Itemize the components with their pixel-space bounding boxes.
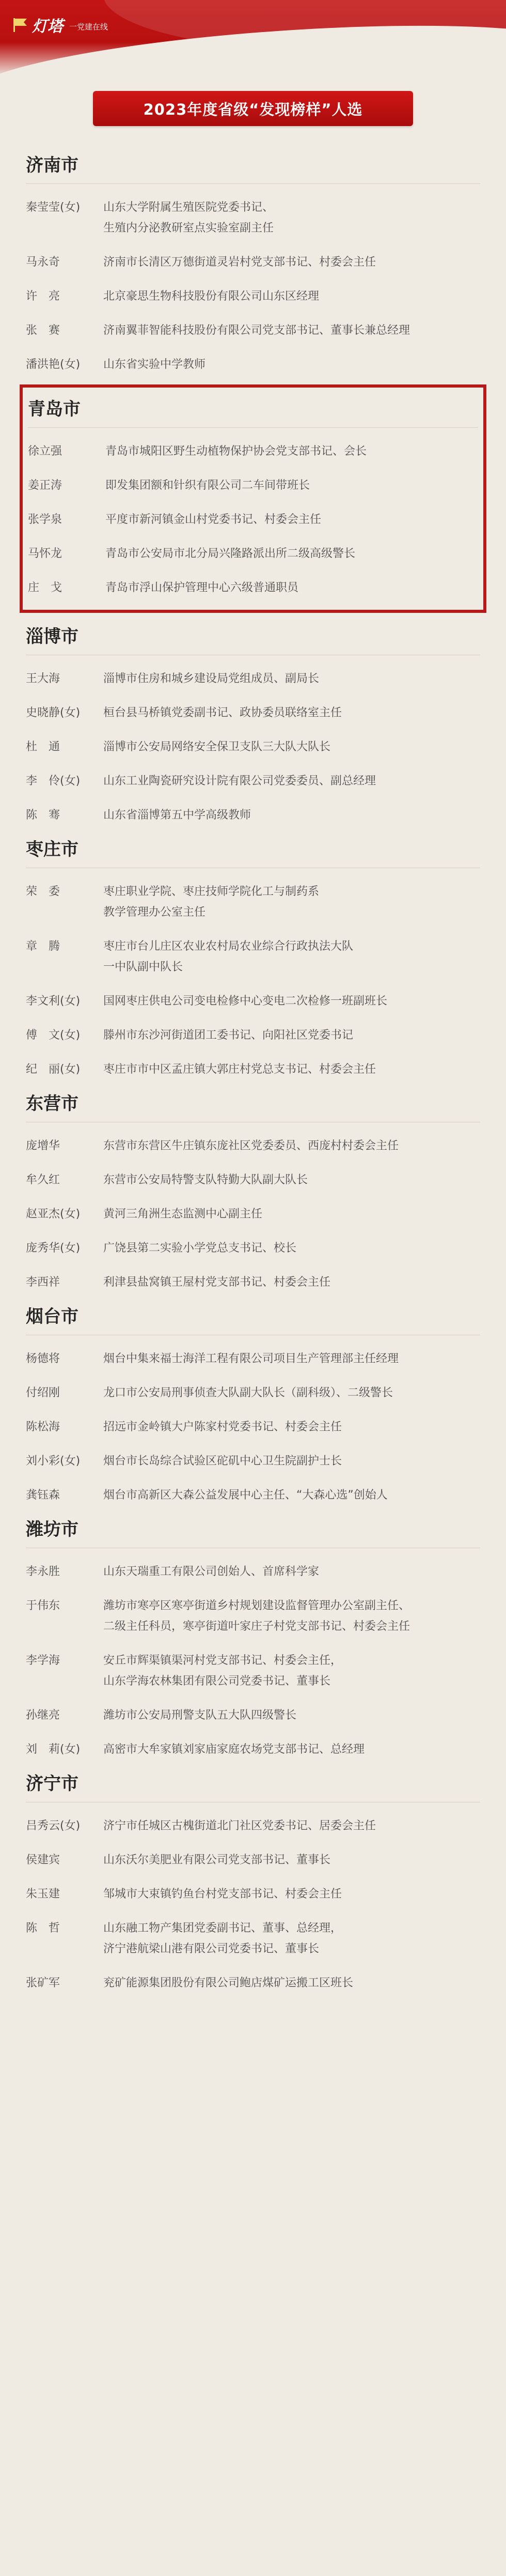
- city-section: [20, 384, 486, 613]
- candidate-name: 陈 骞: [26, 809, 60, 822]
- candidate-row: [26, 1705, 480, 1726]
- candidate-name: 庞秀华(女): [26, 1242, 81, 1255]
- candidate-row: [26, 1973, 480, 1994]
- candidate-row: [26, 197, 480, 239]
- candidate-name: 秦莹莹(女): [26, 201, 81, 214]
- candidate-row: [26, 1596, 480, 1637]
- city-title: 东营市: [26, 1089, 480, 1122]
- candidate-description: 东营市公安局特警支队特勤大队副大队长: [103, 1174, 308, 1186]
- candidate-name: 章 腾: [26, 940, 60, 953]
- candidate-name: 李西祥: [26, 1276, 60, 1289]
- candidate-description: 山东工业陶瓷研究设计院有限公司党委委员、副总经理: [103, 775, 376, 788]
- candidate-description: 淄博市住房和城乡建设局党组成员、副局长: [103, 672, 320, 685]
- logo-name: 灯塔: [32, 18, 63, 36]
- candidate-name: 马永奇: [26, 256, 60, 269]
- candidate-row: [26, 320, 480, 341]
- candidate-row: [26, 286, 480, 307]
- candidate-name: 荣 委: [26, 885, 60, 898]
- candidate-row: [26, 1417, 480, 1438]
- city-title: 枣庄市: [26, 835, 480, 868]
- logo-tagline: 一党建在线: [69, 22, 108, 32]
- city-title: 潍坊市: [26, 1515, 480, 1548]
- candidate-row: [26, 936, 480, 978]
- candidate-row: [28, 441, 478, 462]
- candidate-description: 山东沃尔美肥业有限公司党支部书记、董事长: [103, 1854, 331, 1867]
- candidate-row: [26, 1562, 480, 1582]
- candidate-description: 山东省实验中学教师: [103, 358, 206, 371]
- candidate-name: 杨德将: [26, 1352, 60, 1365]
- candidate-name: 李永胜: [26, 1565, 60, 1578]
- candidate-description: 龙口市公安局刑事侦查大队副大队长（副科级）、二级警长: [103, 1386, 393, 1399]
- candidate-description: 济南市长清区万德街道灵岩村党支部书记、村委会主任: [103, 256, 376, 269]
- candidate-name: 潘洪艳(女): [26, 358, 81, 371]
- city-section: [26, 1302, 480, 1506]
- candidate-row: [26, 737, 480, 758]
- candidate-name: 张 赛: [26, 324, 60, 337]
- candidate-name: 吕秀云(女): [26, 1819, 81, 1832]
- candidate-row: [26, 1136, 480, 1156]
- candidate-name: 杜 通: [26, 741, 60, 753]
- candidate-name: 李学海: [26, 1654, 60, 1667]
- candidate-name: 龚钰森: [26, 1489, 60, 1502]
- candidate-description: 济宁市任城区古槐街道北门社区党委书记、居委会主任: [103, 1819, 376, 1832]
- candidate-row: [26, 991, 480, 1012]
- candidate-name: 徐立强: [28, 445, 62, 458]
- candidate-row: [26, 1170, 480, 1191]
- candidate-name: 庄 戈: [28, 581, 62, 594]
- candidate-row: [26, 669, 480, 689]
- candidate-row: [26, 805, 480, 826]
- candidate-description: 平度市新河镇金山村党委书记、村委会主任: [105, 513, 322, 526]
- candidate-description: 枣庄市市中区孟庄镇大郭庄村党总支书记、村委会主任: [103, 1063, 376, 1076]
- candidate-row: [26, 1850, 480, 1871]
- candidate-description: 安丘市辉渠镇渠河村党支部书记、村委会主任， 山东学海农林集团有限公司党委书记、董事长: [103, 1654, 342, 1688]
- page-title: 2023年度省级“发现榜样”人选: [93, 91, 413, 126]
- candidate-name: 纪 丽(女): [26, 1063, 81, 1076]
- candidate-description: 邹城市大束镇钓鱼台村党支部书记、村委会主任: [103, 1888, 342, 1901]
- candidate-row: [26, 1884, 480, 1905]
- flag-icon: [11, 17, 29, 33]
- city-title: 烟台市: [26, 1302, 480, 1335]
- candidate-row: [28, 544, 478, 564]
- candidate-description: 兖矿能源集团股份有限公司鲍店煤矿运搬工区班长: [103, 1977, 354, 1989]
- candidate-row: [26, 1816, 480, 1837]
- city-title: 淄博市: [26, 622, 480, 655]
- candidate-name: 孙继亮: [26, 1709, 60, 1722]
- candidate-name: 傅 文(女): [26, 1029, 81, 1042]
- candidate-name: 陈 哲: [26, 1922, 60, 1935]
- candidate-row: [26, 1204, 480, 1225]
- candidate-row: [26, 1739, 480, 1760]
- candidate-description: 山东省淄博第五中学高级教师: [103, 809, 251, 822]
- candidate-description: 烟台中集来福士海洋工程有限公司项目生产管理部主任经理: [103, 1352, 399, 1365]
- candidate-description: 烟台市高新区大森公益发展中心主任、“大森心选”创始人: [103, 1489, 388, 1502]
- city-section: [26, 1769, 480, 1994]
- candidate-row: [26, 703, 480, 723]
- candidate-name: 付绍刚: [26, 1386, 60, 1399]
- candidate-row: [26, 1485, 480, 1506]
- candidate-description: 淄博市公安局网络安全保卫支队三大队大队长: [103, 741, 331, 753]
- candidate-description: 利津县盐窝镇王屋村党支部书记、村委会主任: [103, 1276, 331, 1289]
- candidate-name: 姜正涛: [28, 479, 62, 492]
- candidate-row: [28, 578, 478, 598]
- candidate-row: [26, 252, 480, 273]
- candidate-name: 马怀龙: [28, 547, 62, 560]
- candidate-row: [26, 1451, 480, 1472]
- candidate-row: [26, 882, 480, 923]
- candidate-description: 青岛市浮山保护管理中心六级普通职员: [105, 581, 299, 594]
- candidate-description: 枣庄市台儿庄区农业农村局农业综合行政执法大队 一中队副中队长: [103, 940, 354, 974]
- city-section: [26, 1089, 480, 1293]
- city-section: [26, 622, 480, 826]
- candidate-description: 即发集团额和针织有限公司二车间带班长: [105, 479, 310, 492]
- candidate-description: 山东天瑞重工有限公司创始人、首席科学家: [103, 1565, 320, 1578]
- candidate-row: [26, 771, 480, 792]
- candidate-description: 山东融工物产集团党委副书记、董事、总经理， 济宁港航梁山港有限公司党委书记、董事长: [103, 1922, 342, 1955]
- candidate-name: 史晓静(女): [26, 706, 81, 719]
- candidate-row: [26, 1272, 480, 1293]
- candidate-row: [26, 1059, 480, 1080]
- header-banner-area: [0, 0, 506, 78]
- candidate-description: 潍坊市寒亭区寒亭街道乡村规划建设监督管理办公室副主任、 二级主任科员，寒亭街道叶家庄子村党支部书记、村委会主任: [103, 1599, 410, 1633]
- candidate-description: 黄河三角洲生态监测中心副主任: [103, 1208, 263, 1221]
- candidate-row: [26, 354, 480, 375]
- candidate-row: [26, 1918, 480, 1960]
- candidate-description: 烟台市长岛综合试验区砣矶中心卫生院副护士长: [103, 1455, 342, 1468]
- city-section: [26, 835, 480, 1080]
- candidate-description: 高密市大牟家镇刘家庙家庭农场党支部书记、总经理: [103, 1743, 365, 1756]
- candidate-name: 许 亮: [26, 290, 60, 303]
- city-section: [26, 1515, 480, 1760]
- candidate-description: 国网枣庄供电公司变电检修中心变电二次检修一班副班长: [103, 995, 388, 1008]
- candidate-description: 潍坊市公安局刑警支队五大队四级警长: [103, 1709, 297, 1722]
- candidate-description: 广饶县第二实验小学党总支书记、校长: [103, 1242, 297, 1255]
- candidate-name: 侯建宾: [26, 1854, 60, 1867]
- city-title: 济南市: [26, 151, 480, 184]
- candidate-description: 青岛市城阳区野生动植物保护协会党支部书记、会长: [105, 445, 367, 458]
- candidate-row: [26, 1383, 480, 1403]
- candidate-row: [26, 1238, 480, 1259]
- candidate-description: 滕州市东沙河街道团工委书记、向阳社区党委书记: [103, 1029, 354, 1042]
- candidate-row: [28, 510, 478, 530]
- candidate-description: 青岛市公安局市北分局兴隆路派出所二级高级警长: [105, 547, 356, 560]
- candidate-name: 牟久红: [26, 1174, 60, 1186]
- candidate-description: 山东大学附属生殖医院党委书记、 生殖内分泌教研室点实验室副主任: [103, 201, 274, 235]
- candidate-description: 东营市东营区牛庄镇东庞社区党委委员、西庞村村委会主任: [103, 1139, 399, 1152]
- city-title: 青岛市: [28, 395, 478, 428]
- candidate-description: 北京豪思生物科技股份有限公司山东区经理: [103, 290, 320, 303]
- candidate-row: [26, 1025, 480, 1046]
- candidate-name: 张矿军: [26, 1977, 60, 1989]
- candidate-row: [28, 475, 478, 496]
- candidate-description: 枣庄职业学院、枣庄技师学院化工与制药系 教学管理办公室主任: [103, 885, 320, 919]
- site-logo[interactable]: [11, 13, 108, 36]
- candidate-name: 庞增华: [26, 1139, 60, 1152]
- candidate-name: 刘小彩(女): [26, 1455, 81, 1468]
- candidate-name: 李文利(女): [26, 995, 81, 1008]
- candidate-row: [26, 1349, 480, 1369]
- candidate-description: 济南翼菲智能科技股份有限公司党支部书记、董事长兼总经理: [103, 324, 410, 337]
- candidate-row: [26, 1651, 480, 1692]
- candidate-name: 王大海: [26, 672, 60, 685]
- candidate-name: 陈松海: [26, 1421, 60, 1433]
- candidate-list: [0, 151, 506, 1994]
- candidate-name: 李 伶(女): [26, 775, 81, 788]
- candidate-description: 桓台县马桥镇党委副书记、政协委员联络室主任: [103, 706, 342, 719]
- candidate-name: 朱玉建: [26, 1888, 60, 1901]
- city-title: 济宁市: [26, 1769, 480, 1802]
- city-section: [26, 151, 480, 375]
- candidate-description: 招远市金岭镇大户陈家村党委书记、村委会主任: [103, 1421, 342, 1433]
- candidate-name: 刘 莉(女): [26, 1743, 81, 1756]
- candidate-name: 于伟东: [26, 1599, 60, 1612]
- candidate-name: 赵亚杰(女): [26, 1208, 81, 1221]
- candidate-name: 张学泉: [28, 513, 62, 526]
